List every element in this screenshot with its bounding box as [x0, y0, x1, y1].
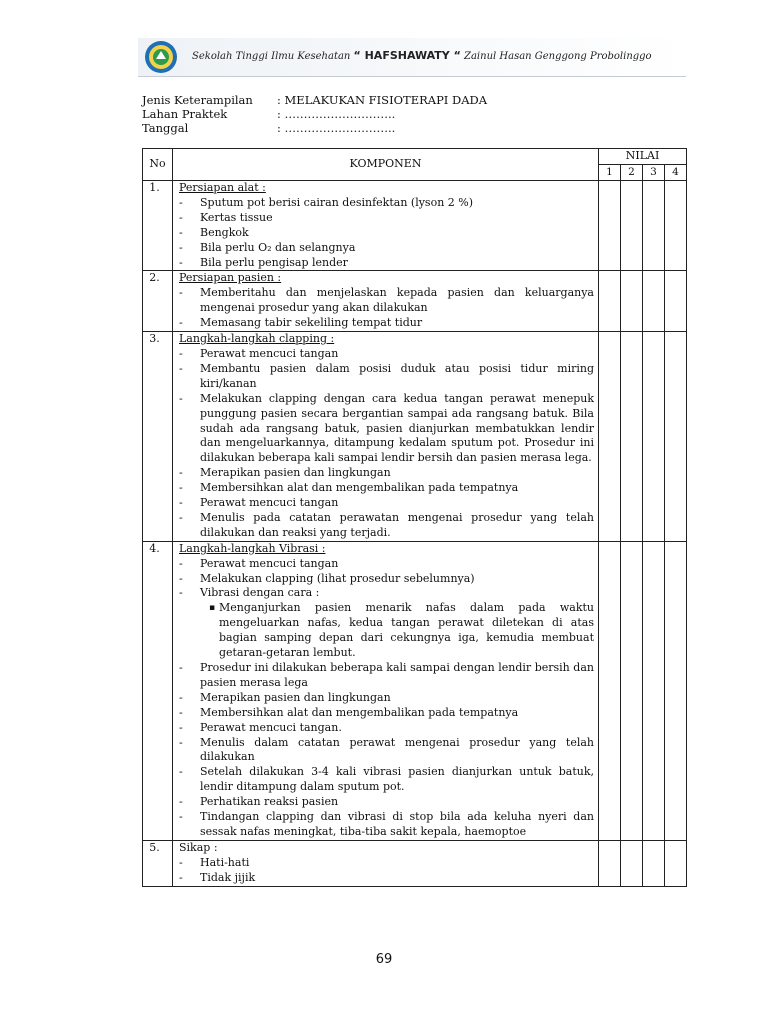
meta-label: Tanggal — [142, 121, 189, 135]
list-item — [179, 196, 594, 211]
item-text: Melakukan clapping (lihat prosedur sebelumnya) — [200, 571, 475, 585]
item-text: Merapikan pasien dan lingkungan — [200, 690, 391, 704]
list-item — [179, 572, 594, 587]
dash-icon: - — [179, 765, 183, 779]
dash-icon: - — [179, 735, 183, 749]
list-item — [179, 211, 594, 226]
item-text: Menulis pada catatan perawatan mengenai prosedur yang telah dilakukan dan reaksi yang terjadi. — [200, 510, 594, 539]
dash-icon: - — [179, 286, 183, 300]
score-cell-1[interactable] — [599, 181, 621, 271]
table-row — [143, 541, 687, 840]
assessment-table — [142, 148, 687, 887]
table-row — [143, 271, 687, 332]
score-cell-1[interactable] — [599, 840, 621, 886]
component-cell — [173, 332, 599, 542]
list-item — [179, 871, 594, 886]
institution-header — [138, 38, 686, 77]
score-cell-2[interactable] — [621, 541, 643, 840]
item-text: Tidak jijik — [200, 870, 256, 884]
dash-icon: - — [179, 391, 183, 405]
institution-suffix: Zainul Hasan Genggong Probolinggo — [464, 51, 652, 62]
list-item — [179, 795, 594, 810]
dash-icon: - — [179, 556, 183, 570]
row-number: 3. — [143, 332, 173, 542]
item-text: Vibrasi dengan cara : — [200, 586, 320, 600]
meta-label: Lahan Praktek — [142, 107, 228, 121]
row-number: 2. — [143, 271, 173, 332]
list-item — [179, 481, 594, 496]
dash-icon: - — [179, 690, 183, 704]
score-cell-1[interactable] — [599, 332, 621, 542]
item-text: Menganjurkan pasien menarik nafas dalam pada waktu mengeluarkan nafas, kedua tangan perawat diletekan di atas bagian samping depan dari cekungnya iga, kemudia membuat getaran-getaran lembut. — [219, 601, 594, 660]
bullet-icon: ▪ — [209, 603, 216, 614]
meta-value: : ……………………….. — [277, 107, 396, 121]
dash-icon: - — [179, 586, 183, 600]
section-heading: Sikap : — [179, 840, 218, 854]
item-text: Setelah dilakukan 3-4 kali vibrasi pasien dianjurkan untuk batuk, lendir ditampung dalam sputum pot. — [200, 765, 594, 794]
item-text: Perawat mencuci tangan — [200, 496, 339, 510]
item-text: Melakukan clapping dengan cara kedua tangan perawat menepuk punggung pasien secara bergantian sampai ada rangsang batuk. Bila sudah ada rangsang batuk, pasien dianjurkan membatukkan lendir dan mengeluarkannya, ditampung kedalam sputum pot. Prosedur ini dilakukan beberapa kali sampai lendir bersih dan pasien merasa lega. — [200, 391, 594, 465]
list-item — [179, 661, 594, 691]
dash-icon: - — [179, 240, 183, 254]
dash-icon: - — [179, 661, 183, 674]
list-item — [179, 511, 594, 541]
list-item — [179, 286, 594, 316]
list-item — [179, 316, 594, 331]
dash-icon: - — [179, 361, 183, 375]
row-number: 5. — [143, 840, 173, 886]
list-item — [179, 856, 594, 871]
item-text: Tindangan clapping dan vibrasi di stop bila ada keluha nyeri dan sessak nafas meningkat, tiba-tiba sakit kepala, haemoptoe — [200, 810, 594, 838]
section-heading: Langkah-langkah Vibrasi : — [179, 541, 326, 555]
item-text: Membersihkan alat dan mengembalikan pada tempatnya — [200, 705, 519, 719]
table-row — [143, 840, 687, 886]
section-heading: Persiapan alat : — [179, 181, 266, 194]
item-text: Bila perlu pengisap lender — [200, 255, 348, 269]
table-row — [143, 332, 687, 542]
dash-icon: - — [179, 195, 183, 209]
score-cell-2[interactable] — [621, 271, 643, 332]
score-cell-4[interactable] — [665, 541, 687, 840]
row-number: 4. — [143, 541, 173, 840]
nilai-column-3: 3 — [643, 165, 665, 181]
score-cell-3[interactable] — [643, 332, 665, 542]
item-text: Prosedur ini dilakukan beberapa kali sampai dengan lendir bersih dan pasien merasa lega — [200, 661, 594, 689]
component-cell — [173, 840, 599, 886]
dash-icon: - — [179, 510, 183, 524]
list-item — [179, 706, 594, 721]
component-cell — [173, 181, 599, 271]
item-text: Sputum pot berisi cairan desinfektan (lyson 2 %) — [200, 195, 474, 209]
item-text: Perawat mencuci tangan — [200, 556, 339, 570]
component-cell — [173, 541, 599, 840]
assessment-table-body — [143, 181, 687, 887]
dash-icon: - — [179, 466, 183, 480]
list-item — [179, 586, 594, 601]
dash-icon: - — [179, 870, 183, 884]
row-number: 1. — [143, 181, 173, 271]
item-text: Perhatikan reaksi pasien — [200, 795, 339, 809]
nilai-column-1: 1 — [599, 165, 621, 181]
dash-icon: - — [179, 705, 183, 719]
list-item — [179, 691, 594, 706]
meta-value: : ……………………….. — [277, 121, 396, 135]
dash-icon: - — [179, 225, 183, 239]
component-cell — [173, 271, 599, 332]
list-item — [179, 496, 594, 511]
score-cell-4[interactable] — [665, 271, 687, 332]
list-item — [179, 557, 594, 572]
nilai-column-2: 2 — [621, 165, 643, 181]
list-item — [179, 392, 594, 467]
item-text: Memberitahu dan menjelaskan kepada pasien dan keluarganya mengenai prosedur yang akan dilakukan — [200, 286, 594, 315]
meta-label: Jenis Keterampilan — [142, 93, 253, 107]
nilai-column-4: 4 — [665, 165, 687, 181]
list-item — [179, 765, 594, 795]
score-cell-3[interactable] — [643, 271, 665, 332]
dash-icon: - — [179, 210, 183, 224]
dash-icon: - — [179, 346, 183, 360]
score-cell-4[interactable] — [665, 840, 687, 886]
score-cell-3[interactable] — [643, 840, 665, 886]
item-text: Membersihkan alat dan mengembalikan pada tempatnya — [200, 481, 519, 495]
score-cell-4[interactable] — [665, 181, 687, 271]
institution-prefix: Sekolah Tinggi Ilmu Kesehatan — [192, 51, 351, 62]
item-text: Perawat mencuci tangan — [200, 346, 339, 360]
item-text: Perawat mencuci tangan. — [200, 720, 342, 734]
score-cell-3[interactable] — [643, 181, 665, 271]
institution-logo-icon — [144, 40, 178, 74]
list-item — [179, 256, 594, 271]
column-header-no: No — [143, 149, 173, 181]
section-heading: Langkah-langkah clapping : — [179, 332, 335, 346]
dash-icon: - — [179, 496, 183, 510]
sub-list-item — [179, 601, 594, 661]
list-item — [179, 810, 594, 840]
item-text: Bengkok — [200, 225, 249, 239]
dash-icon: - — [179, 255, 183, 269]
institution-name — [192, 49, 652, 62]
list-item — [179, 347, 594, 362]
list-item — [179, 721, 594, 736]
item-text: Bila perlu O₂ dan selangnya — [200, 240, 356, 254]
column-header-nilai: NILAI — [599, 149, 687, 165]
table-row — [143, 181, 687, 271]
dash-icon: - — [179, 855, 183, 869]
dash-icon: - — [179, 810, 183, 824]
institution-brand: “ HAFSHAWATY “ — [353, 49, 461, 62]
list-item — [179, 362, 594, 392]
score-cell-3[interactable] — [643, 541, 665, 840]
list-item — [179, 736, 594, 766]
item-text: Merapikan pasien dan lingkungan — [200, 466, 391, 480]
dash-icon: - — [179, 720, 183, 734]
section-heading: Persiapan pasien : — [179, 271, 282, 285]
column-header-komponen: KOMPONEN — [173, 149, 599, 181]
item-text: Menulis dalam catatan perawat mengenai prosedur yang telah dilakukan — [200, 735, 594, 764]
item-text: Hati-hati — [200, 855, 250, 869]
list-item — [179, 241, 594, 256]
score-cell-2[interactable] — [621, 332, 643, 542]
score-cell-2[interactable] — [621, 840, 643, 886]
dash-icon: - — [179, 316, 183, 330]
list-item — [179, 466, 594, 481]
score-cell-2[interactable] — [621, 181, 643, 271]
meta-value: : MELAKUKAN FISIOTERAPI DADA — [277, 93, 488, 107]
dash-icon: - — [179, 795, 183, 809]
item-text: Memasang tabir sekeliling tempat tidur — [200, 316, 423, 330]
score-cell-4[interactable] — [665, 332, 687, 542]
item-text: Kertas tissue — [200, 210, 273, 224]
item-text: Membantu pasien dalam posisi duduk atau posisi tidur miring kiri/kanan — [200, 361, 594, 390]
score-cell-1[interactable] — [599, 271, 621, 332]
dash-icon: - — [179, 481, 183, 495]
list-item — [179, 226, 594, 241]
page-number: 69 — [375, 952, 393, 967]
score-cell-1[interactable] — [599, 541, 621, 840]
dash-icon: - — [179, 571, 183, 585]
